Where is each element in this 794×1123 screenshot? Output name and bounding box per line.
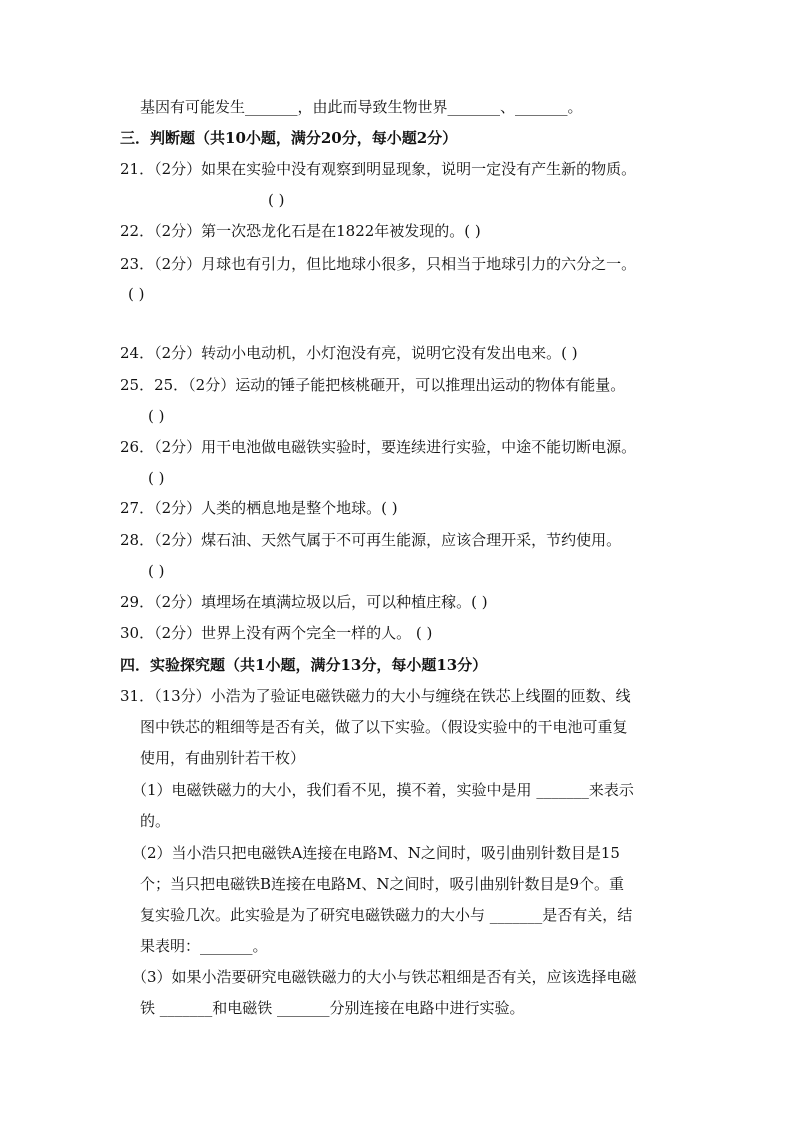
question-line: 复实验几次。此实验是为了研究电磁铁磁力的大小与 _______是否有关，结	[140, 906, 633, 924]
question-line: ( )	[148, 407, 165, 425]
section-heading: 三．判断题（共10小题，满分20分，每小题2分）	[120, 129, 458, 147]
question-line: 个；当只把电磁铁B连接在电路M、N之间时，吸引曲别针数目是9个。重	[140, 875, 625, 893]
question-line: 28．（2分）煤石油、天然气属于不可再生能源，应该合理开采，节约使用。	[120, 531, 622, 549]
question-line: ( )	[148, 469, 165, 487]
question-line: 图中铁芯的粗细等是否有关，做了以下实验。（假设实验中的干电池可重复	[140, 718, 628, 736]
question-line: ( )	[128, 285, 145, 303]
question-line: （2）当小浩只把电磁铁A连接在电路M、N之间时，吸引曲别针数目是15	[132, 844, 620, 862]
question-line: 29．（2分）填埋场在填满垃圾以后，可以种植庄稼。( )	[120, 593, 488, 611]
question-line: 使用，有曲别针若干枚）	[140, 749, 306, 767]
question-line: （1）电磁铁磁力的大小，我们看不见，摸不着，实验中是用 _______来表示	[132, 781, 634, 799]
question-line: 26．（2分）用干电池做电磁铁实验时，要连续进行实验，中途不能切断电源。	[120, 438, 637, 456]
question-line: 25．25．（2分）运动的锤子能把核桃砸开，可以推理出运动的物体有能量。	[120, 376, 626, 394]
question-line: 基因有可能发生_______，由此而导致生物世界_______、_______。	[140, 98, 583, 116]
question-line: 铁 _______和电磁铁 _______分别连接在电路中进行实验。	[140, 999, 525, 1017]
question-line: 22．（2分）第一次恐龙化石是在1822年被发现的。( )	[120, 222, 481, 240]
section-heading: 四．实验探究题（共1小题，满分13分，每小题13分）	[120, 656, 488, 674]
question-line: ( )	[148, 562, 165, 580]
question-line: 24．（2分）转动小电动机，小灯泡没有亮，说明它没有发出电来。( )	[120, 344, 578, 362]
question-line: 果表明：_______。	[140, 937, 268, 955]
question-line: 21．（2分）如果在实验中没有观察到明显现象，说明一定没有产生新的物质。	[120, 160, 637, 178]
question-line: ( )	[268, 191, 285, 209]
question-line: 27．（2分）人类的栖息地是整个地球。( )	[120, 499, 398, 517]
question-line: 31．（13分）小浩为了验证电磁铁磁力的大小与缠绕在铁芯上线圈的匝数、线	[120, 687, 631, 705]
question-line: 30．（2分）世界上没有两个完全一样的人。 ( )	[120, 624, 433, 642]
question-line: 23．（2分）月球也有引力，但比地球小很多，只相当于地球引力的六分之一。	[120, 255, 637, 273]
question-line: （3）如果小浩要研究电磁铁磁力的大小与铁芯粗细是否有关，应该选择电磁	[132, 968, 637, 986]
question-line: 的。	[140, 812, 171, 830]
